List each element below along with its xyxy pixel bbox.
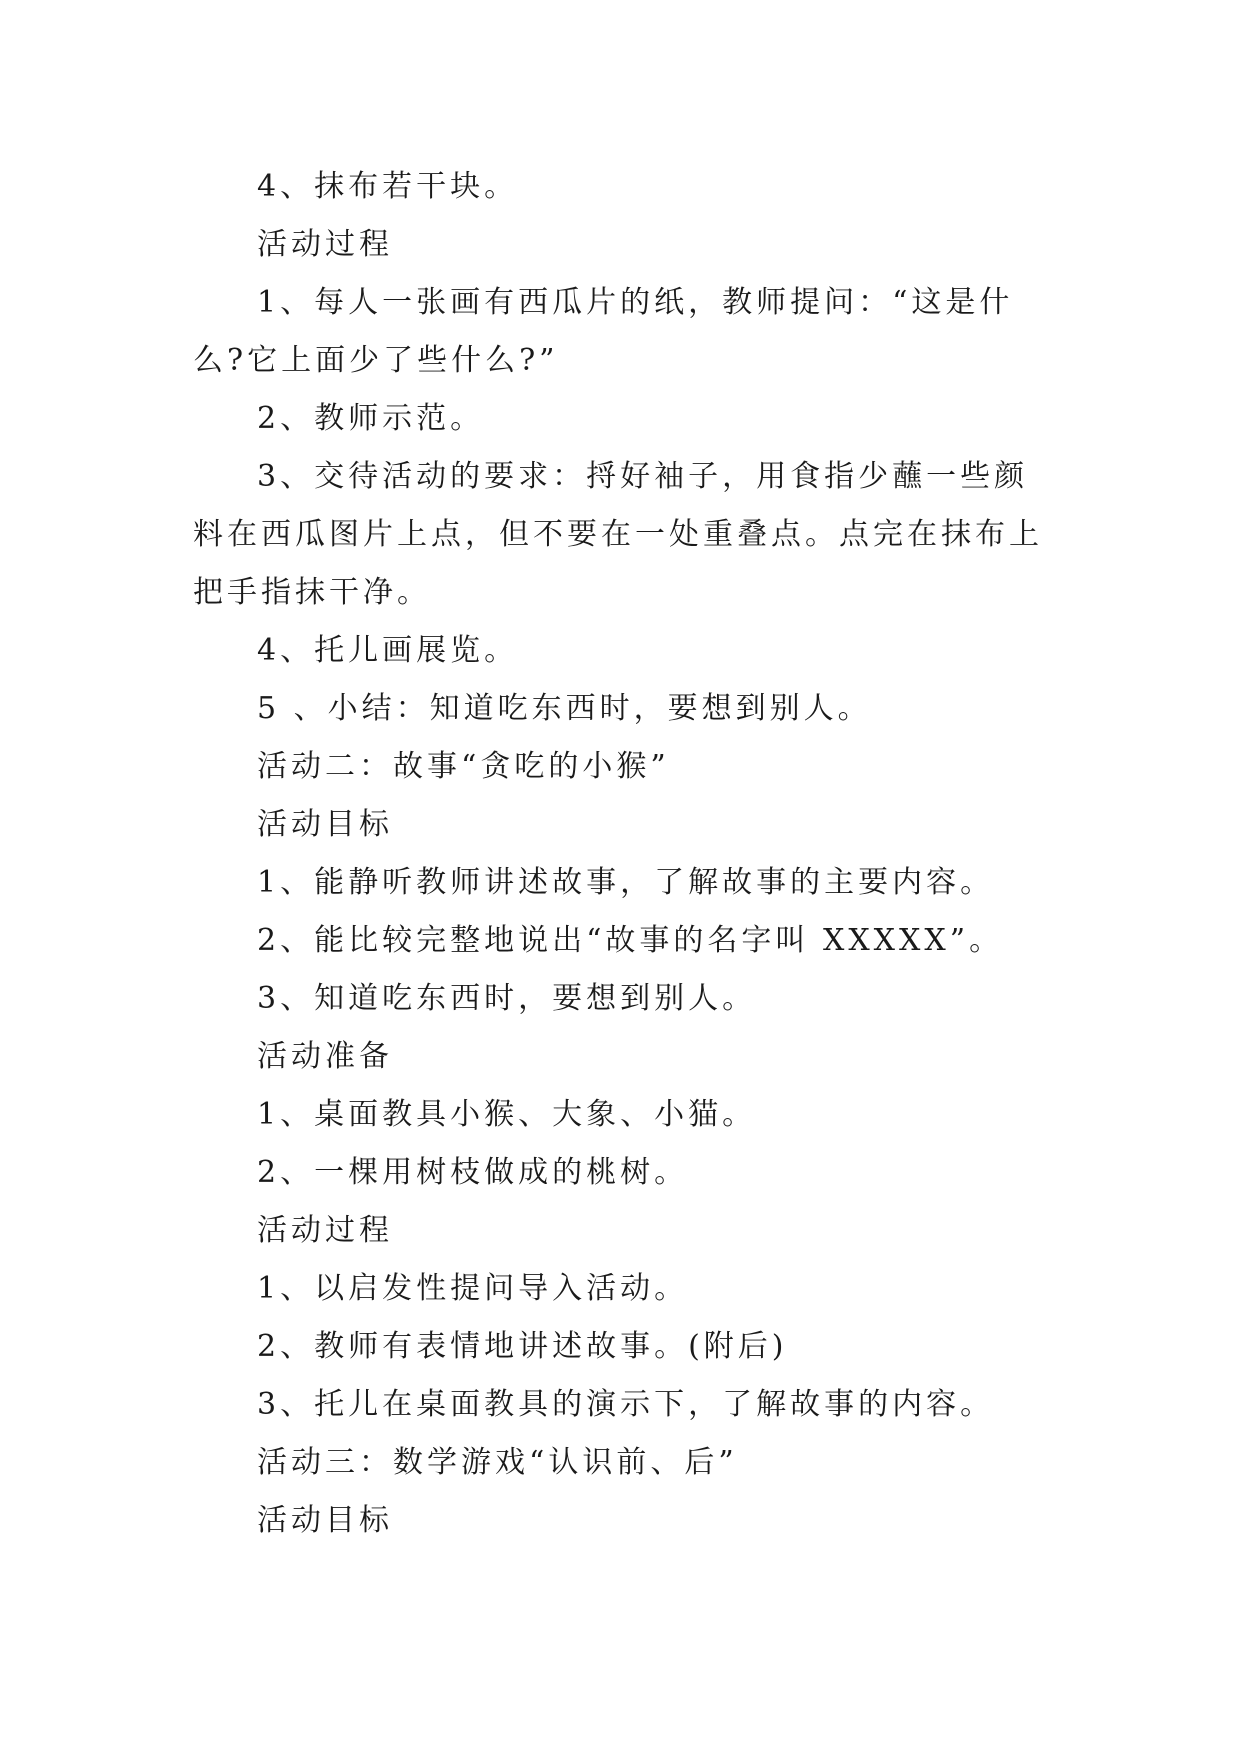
- paragraph: 5 、小结：知道吃东西时，要想到别人。: [257, 691, 872, 726]
- paragraph: 2、一棵用树枝做成的桃树。: [257, 1155, 689, 1190]
- paragraph: 1、能静听教师讲述故事，了解故事的主要内容。: [257, 865, 995, 900]
- document-body: [193, 158, 1053, 1550]
- paragraph: 1、桌面教具小猴、大象、小猫。: [257, 1097, 757, 1132]
- paragraph: 2、教师示范。: [257, 401, 485, 436]
- section-heading: 活动目标: [257, 807, 393, 842]
- paragraph: 4、抹布若干块。: [257, 169, 519, 204]
- paragraph: 2、教师有表情地讲述故事。(附后): [257, 1329, 788, 1364]
- section-heading: 活动准备: [257, 1039, 393, 1074]
- paragraph: 1、每人一张画有西瓜片的纸，教师提问：“这是什么?它上面少了些什么?”: [193, 285, 1014, 378]
- paragraph: 2、能比较完整地说出“故事的名字叫 XXXXX”。: [257, 923, 1004, 958]
- section-heading: 活动过程: [257, 1213, 393, 1248]
- paragraph: 3、交待活动的要求：捋好袖子，用食指少蘸一些颜料在西瓜图片上点，但不要在一处重叠点。点完在抹布上把手指抹干净。: [193, 459, 1043, 610]
- paragraph: 4、托儿画展览。: [257, 633, 519, 668]
- section-heading: 活动三：数学游戏“认识前、后”: [257, 1445, 738, 1480]
- section-heading: 活动目标: [257, 1503, 393, 1538]
- section-heading: 活动二：故事“贪吃的小猴”: [257, 749, 670, 784]
- section-heading: 活动过程: [257, 227, 393, 262]
- paragraph: 3、知道吃东西时，要想到别人。: [257, 981, 757, 1016]
- paragraph: 1、以启发性提问导入活动。: [257, 1271, 689, 1306]
- paragraph: 3、托儿在桌面教具的演示下，了解故事的内容。: [257, 1387, 995, 1422]
